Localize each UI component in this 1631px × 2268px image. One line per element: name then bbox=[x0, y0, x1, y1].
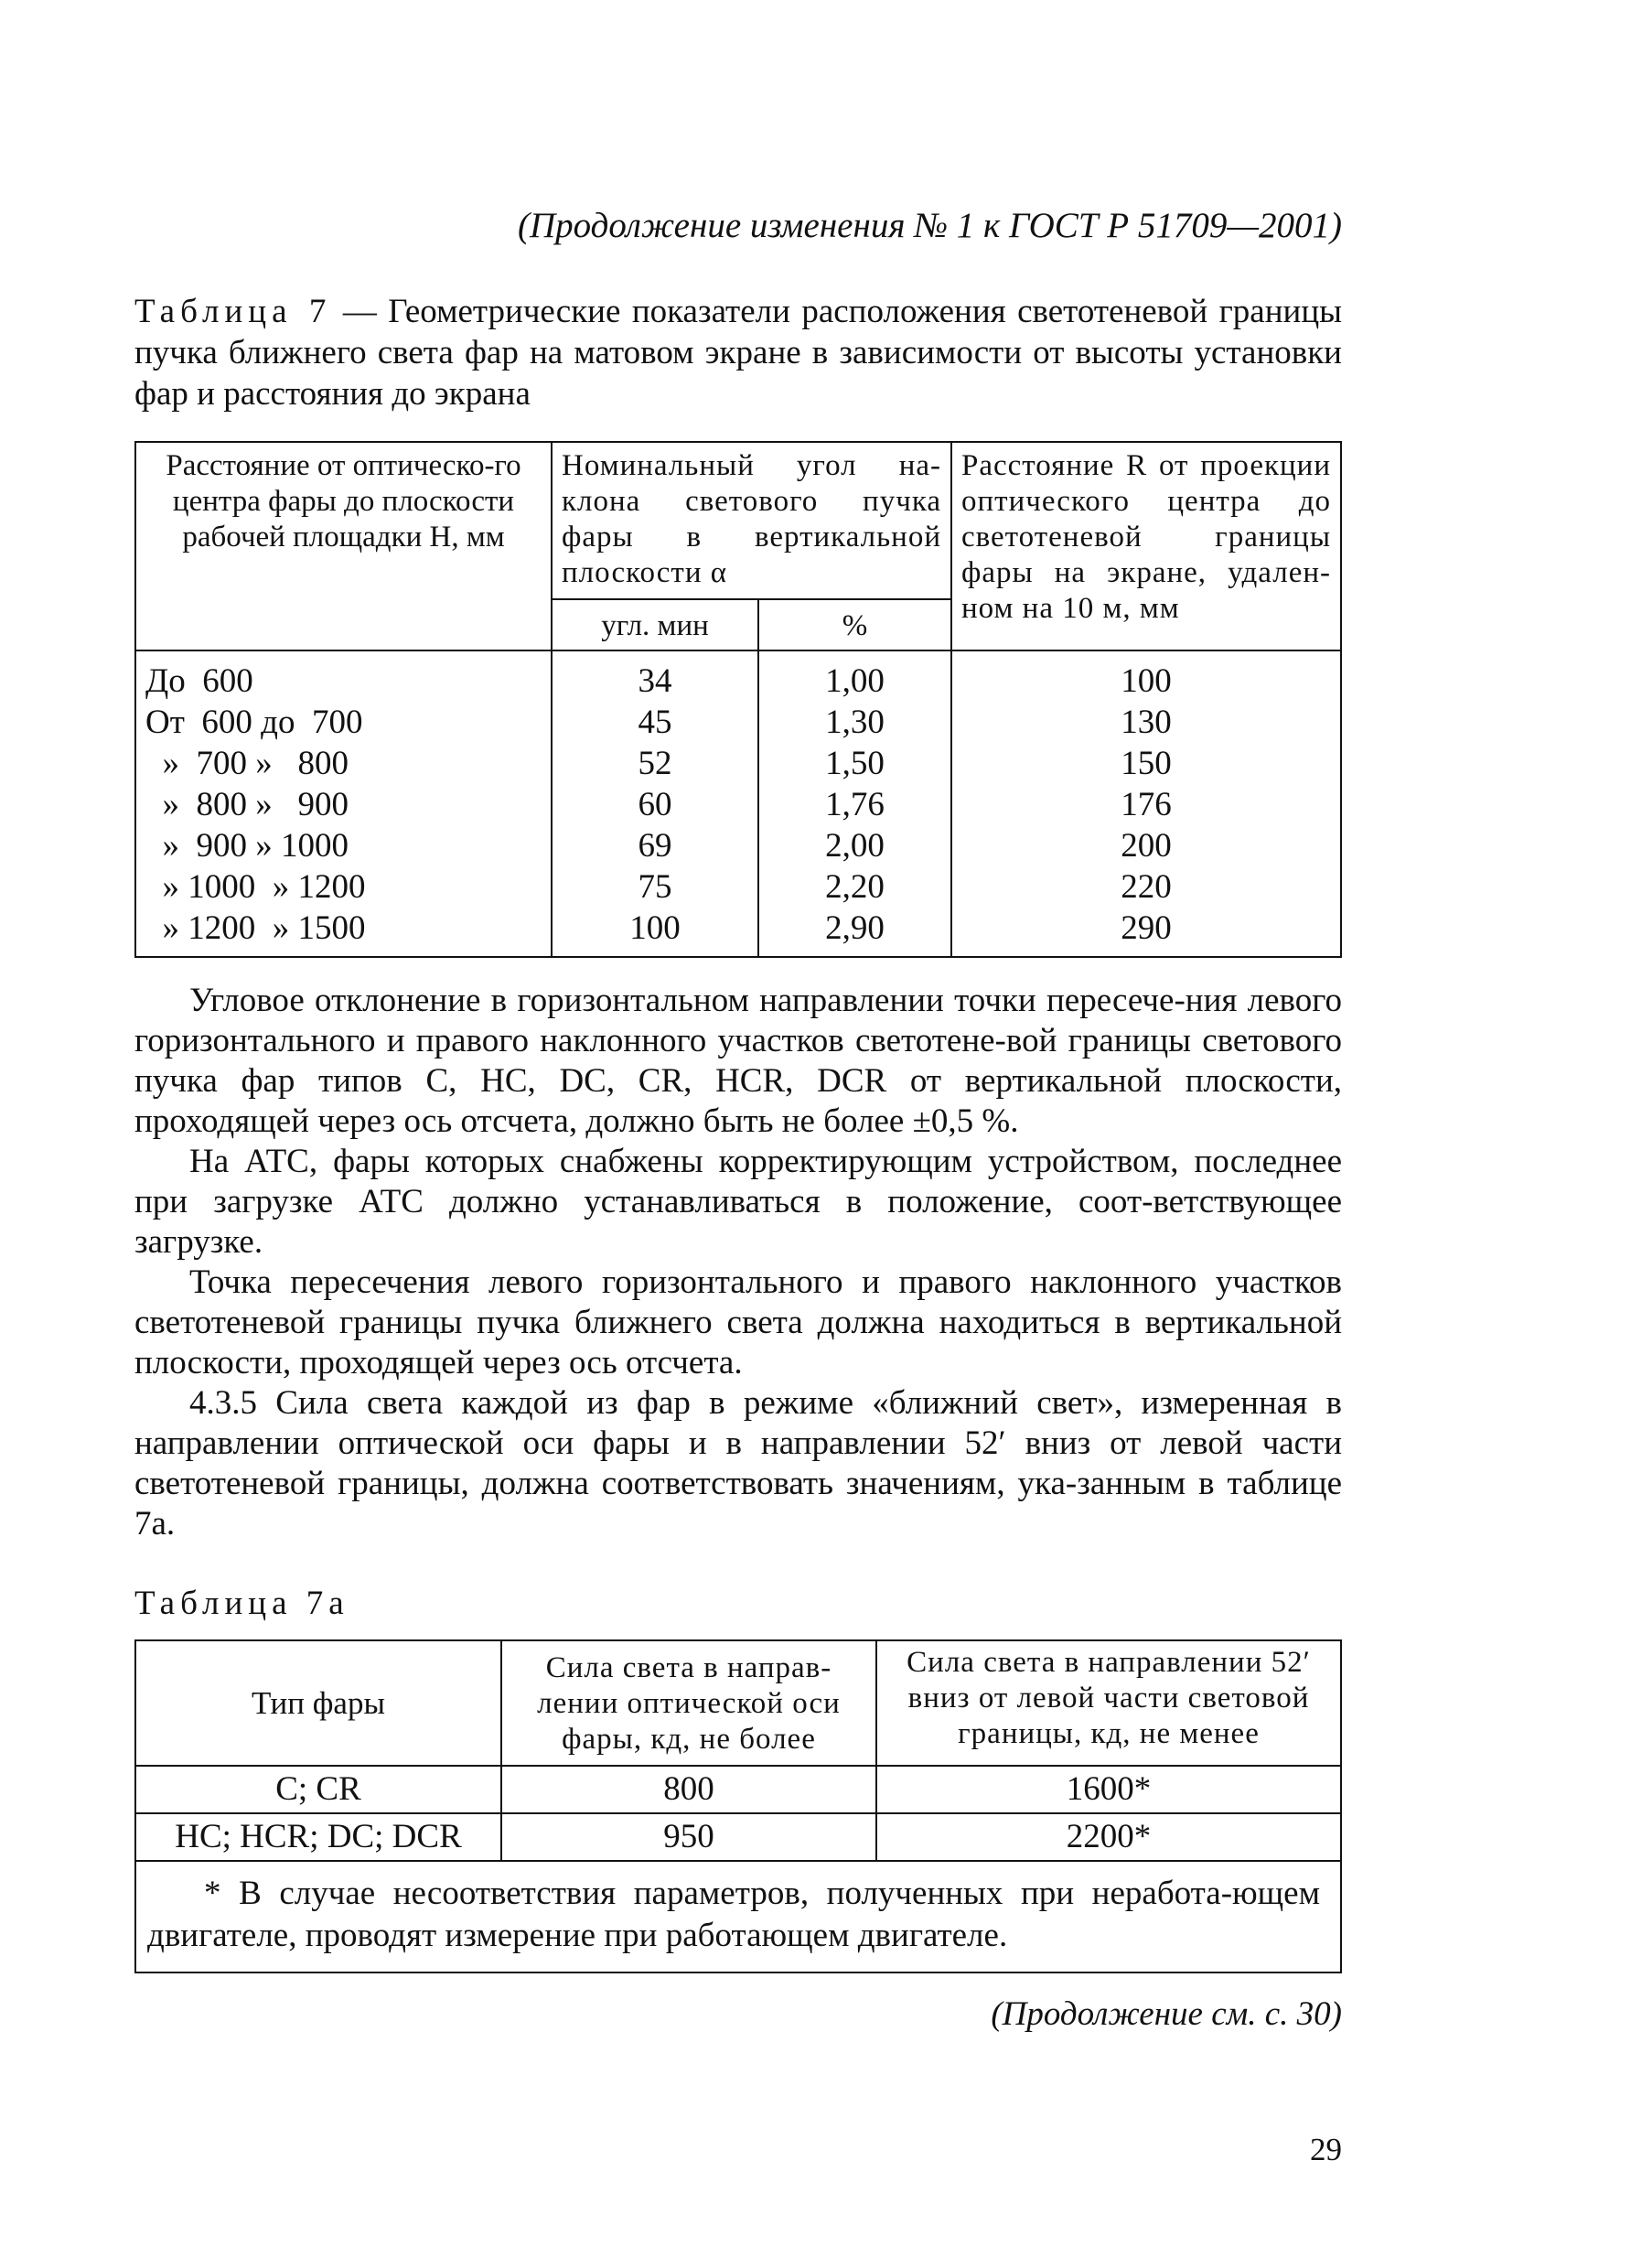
table-cell: » 1000 » 1200 bbox=[145, 868, 366, 906]
table-cell: » 1200 » 1500 bbox=[145, 909, 366, 947]
table-cell: 950 bbox=[501, 1813, 876, 1861]
body-text bbox=[134, 981, 1342, 1544]
table7-body bbox=[135, 650, 1341, 957]
table-cell: 75 bbox=[638, 868, 672, 906]
paragraph-corrector-device: На АТС, фары которых снабжены корректирующим устройством, последнее при загрузке АТС должно устанавливаться в положение, соот-ветствующее загрузке. bbox=[134, 1143, 1342, 1261]
table-cell: 2,90 bbox=[825, 909, 885, 947]
page-header: (Продолжение изменения № 1 к ГОСТ Р 51709—2001) bbox=[518, 206, 1342, 245]
table7a bbox=[134, 1639, 1342, 1973]
table7-height-column bbox=[135, 650, 552, 957]
table7-col2-sub-percent: % bbox=[758, 599, 951, 650]
table-cell: 52 bbox=[638, 745, 672, 782]
table7-angle-column bbox=[552, 650, 758, 957]
table7-caption-text: — Геометрические показатели расположения светотеневой границы пучка ближнего света фар на матовом экране в зависимости от высоты установки фар и расстояния до экрана bbox=[134, 293, 1342, 413]
table-cell: 130 bbox=[1121, 704, 1172, 741]
paragraph-4-3-5: 4.3.5 Сила света каждой из фар в режиме «ближний свет», измеренная в направлении оптической оси фары и в направлении 52′ вниз от левой части светотеневой границы, должна соответствовать значениям, ука-занным в таблице 7а. bbox=[134, 1384, 1342, 1542]
table-cell: » 700 » 800 bbox=[145, 745, 349, 782]
table-cell: HC; HCR; DC; DCR bbox=[135, 1813, 501, 1861]
table-cell: » 800 » 900 bbox=[145, 786, 349, 823]
table7-col2-sub-angle: угл. мин bbox=[552, 599, 758, 650]
table7-percent-column bbox=[758, 650, 951, 957]
table-cell: 100 bbox=[1121, 662, 1172, 700]
paragraph-angular-deviation: Угловое отклонение в горизонтальном направлении точки пересече-ния левого горизонтального и правого наклонного участков светотене-вой границы светового пучка фар типов С, НС, DC, CR, HCR, DCR от вертикальной плоскости, проходящей через ось отсчета, должно быть не более ±0,5 %. bbox=[134, 982, 1342, 1140]
table-cell: От 600 до 700 bbox=[145, 704, 363, 741]
table-cell: 1,30 bbox=[825, 704, 885, 741]
table7-label: Таблица 7 bbox=[134, 293, 332, 330]
table7a-col2-header: Сила света в направ-лении оптической оси фары, кд, не более bbox=[501, 1640, 876, 1766]
table-cell: 220 bbox=[1121, 868, 1172, 906]
page-number: 29 bbox=[1310, 2132, 1342, 2167]
table7a-col1-header: Тип фары bbox=[135, 1640, 501, 1766]
table-cell: 45 bbox=[638, 704, 672, 741]
table7a-footnote: * В случае несоответствия параметров, полученных при неработа-ющем двигателе, проводят измерение при работающем двигателе. bbox=[135, 1861, 1341, 1972]
table-cell: 2200* bbox=[876, 1813, 1341, 1861]
table-cell: 2,00 bbox=[825, 827, 885, 865]
table-cell: 100 bbox=[629, 909, 681, 947]
table-cell: 150 bbox=[1121, 745, 1172, 782]
table-cell: 1,50 bbox=[825, 745, 885, 782]
table7a-col3-header: Сила света в направлении 52′ вниз от левой части световой границы, кд, не менее bbox=[876, 1640, 1341, 1766]
table7-col2-header: Номинальный угол на-клона светового пучка фары в вертикальной плоскости α bbox=[552, 442, 951, 599]
table-cell: 1,00 bbox=[825, 662, 885, 700]
continuation-note: (Продолжение см. с. 30) bbox=[991, 1995, 1342, 2033]
table-cell: 176 bbox=[1121, 786, 1172, 823]
table-cell: 69 bbox=[638, 827, 672, 865]
table-cell: 34 bbox=[638, 662, 672, 700]
table-cell: 2,20 bbox=[825, 868, 885, 906]
table7-col1-header: Расстояние от оптическо-го центра фары до плоскости рабочей площадки H, мм bbox=[135, 442, 552, 650]
table-cell: С; CR bbox=[135, 1766, 501, 1813]
table-cell: 1,76 bbox=[825, 786, 885, 823]
table-cell: 200 bbox=[1121, 827, 1172, 865]
table-cell: 800 bbox=[501, 1766, 876, 1813]
table-cell: 290 bbox=[1121, 909, 1172, 947]
table-row bbox=[135, 1766, 1341, 1813]
document-page bbox=[134, 0, 1342, 2268]
table-cell: 60 bbox=[638, 786, 672, 823]
table-cell: 1600* bbox=[876, 1766, 1341, 1813]
table-cell: » 900 » 1000 bbox=[145, 827, 349, 865]
table7-col3-header: Расстояние R от проекции оптического центра до светотеневой границы фары на экране, удален-ном на 10 м, мм bbox=[951, 442, 1341, 650]
table-row bbox=[135, 1813, 1341, 1861]
table7-caption bbox=[134, 291, 1342, 414]
table7-distance-column bbox=[951, 650, 1341, 957]
table7a-caption: Таблица 7а bbox=[134, 1585, 349, 1622]
table-cell: До 600 bbox=[145, 662, 253, 700]
table7 bbox=[134, 441, 1342, 958]
paragraph-intersection-point: Точка пересечения левого горизонтального и правого наклонного участков светотеневой границы пучка ближнего света должна находиться в вертикальной плоскости, проходящей через ось отсчета. bbox=[134, 1263, 1342, 1381]
